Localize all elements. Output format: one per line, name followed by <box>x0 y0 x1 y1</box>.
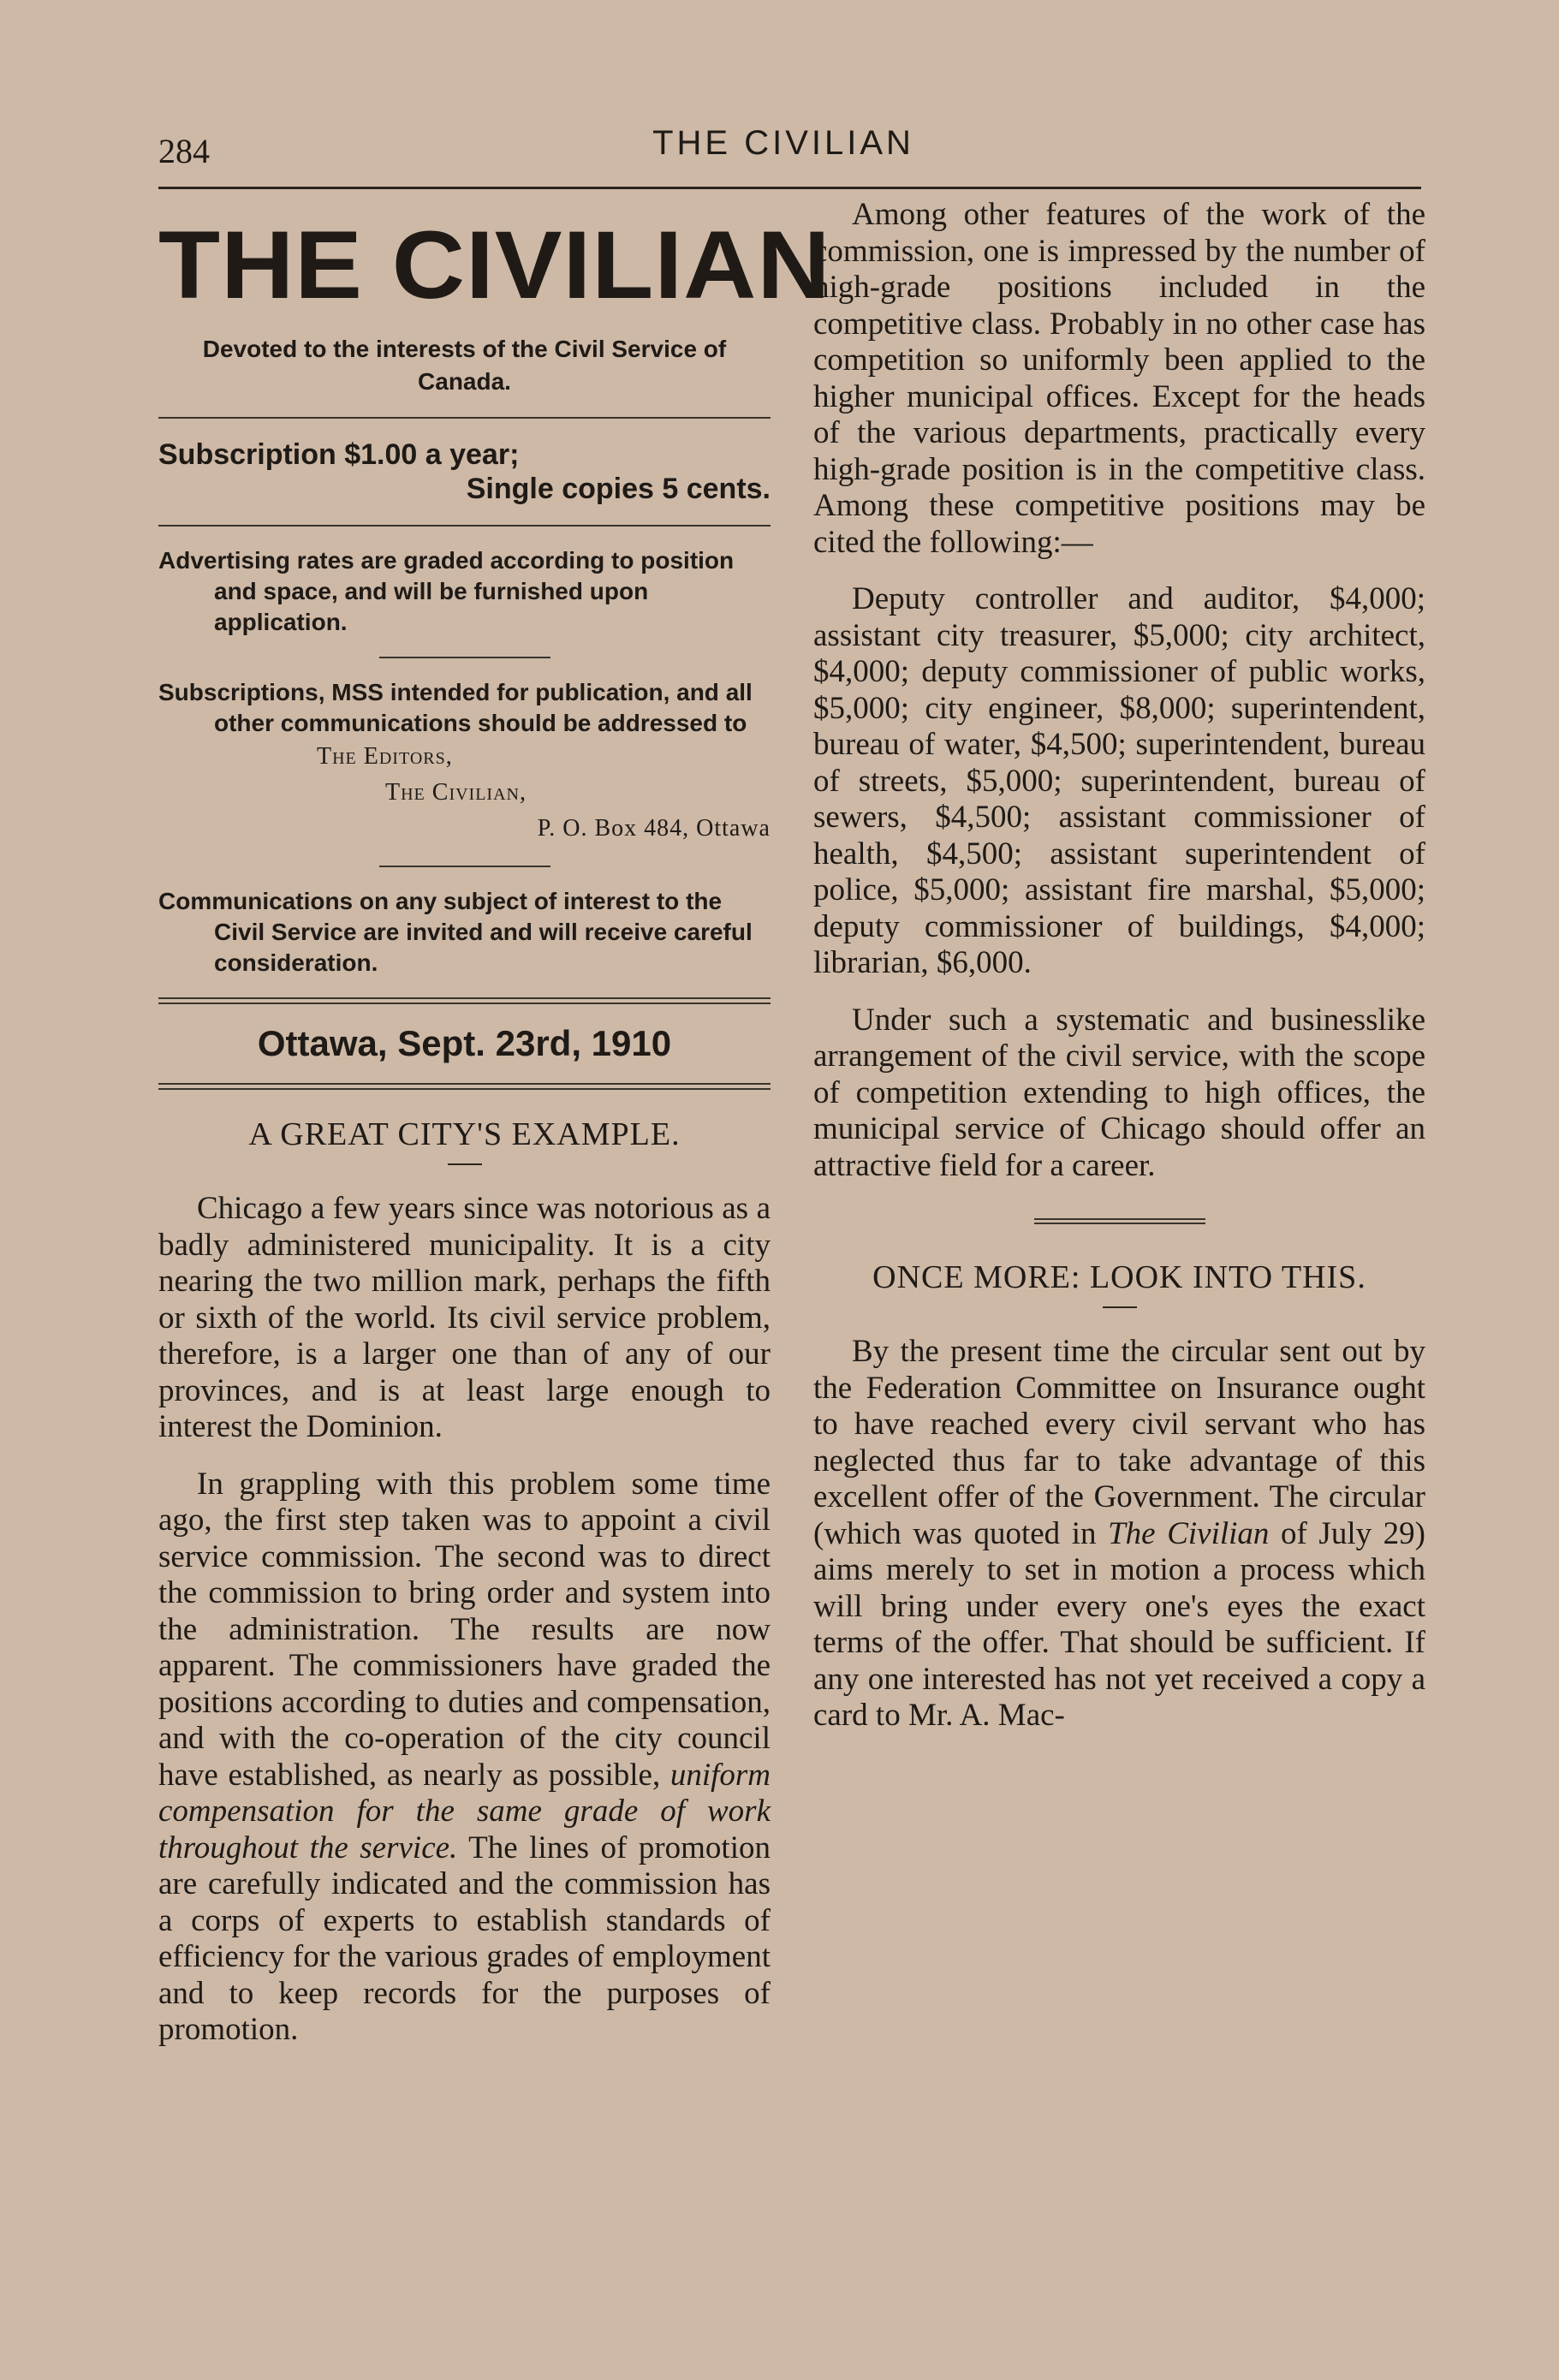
paragraph-text: The lines of promotion are carefully indicated and the commission has a corps of experts to establish standards of efficiency for the various grades of employment and to keep records for the purposes of promotion. <box>158 1830 771 2047</box>
article-headline: A GREAT CITY'S EXAMPLE. <box>248 1116 681 1152</box>
editor-address <box>158 739 771 847</box>
header-rule <box>158 187 1421 189</box>
short-divider <box>379 866 550 867</box>
article-paragraph <box>158 1467 771 2049</box>
double-divider <box>158 1083 771 1090</box>
dateline: Ottawa, Sept. 23rd, 1910 <box>257 1023 672 1063</box>
divider <box>158 417 771 419</box>
article-paragraph <box>813 1334 1425 1734</box>
section-divider <box>1034 1218 1205 1224</box>
subscription-price: Subscription $1.00 a year; <box>158 438 520 471</box>
communications-note: Communications on any subject of interest to the Civil Service are invited and will receive careful consideration. <box>158 888 753 976</box>
paragraph-text: of July 29) aims merely to set in motion a process which will bring under every one's eyes the exact terms of the offer. That should be sufficient. If any one interested has not yet received a copy a card to Mr. A. Mac- <box>813 1515 1426 1733</box>
article-paragraph: Under such a systematic and businesslike arrangement of the civil service, with the scope of competition extending to high offices, the municipal service of Chicago should offer an attractive field for a career. <box>813 1002 1425 1183</box>
article-headline: ONCE MORE: LOOK INTO THIS. <box>872 1259 1366 1295</box>
address-line: The Editors, <box>317 743 453 770</box>
address-line: P. O. Box 484, Ottawa <box>537 815 771 842</box>
single-copy-price: Single copies 5 cents. <box>466 473 771 505</box>
masthead-title: THE CIVILIAN <box>158 211 831 319</box>
advertising-note: Advertising rates are graded according to position and space, and will be furnished upon application. <box>158 547 735 635</box>
masthead-tagline: Devoted to the interests of the Civil Service of Canada. <box>202 336 727 395</box>
address-line: The Civilian, <box>385 779 527 806</box>
italic-phrase: uniform compensation for the same grade of work throughout the service. <box>158 1757 771 1865</box>
paragraph-text: By the present time the circular sent out by the Federation Committee on Insurance ought to have reached every civil servant who has neglected thus far to take advantage of this excellent offer of the Government. The circular (which was quoted in <box>813 1334 1425 1551</box>
right-column <box>813 197 1425 1755</box>
headline-dash <box>1103 1306 1137 1308</box>
article-paragraph: Deputy controller and auditor, $4,000; assistant city treasurer, $5,000; city architect, $4,000; deputy commissioner of public works, $5,000; city engineer, $8,000; superintendent, bureau of water, $4,500; superintendent, bureau of streets, $5,000; superintendent, bureau of sewers, $4,500; assistant commissioner of health, $4,500; assistant superintendent of police, $5,000; assistant fire marshal, $5,000; deputy commissioner of buildings, $4,000; librarian, $6,000. <box>813 581 1425 980</box>
subscriptions-note: Subscriptions, MSS intended for publication, and all other communications should be addressed to <box>158 679 753 736</box>
article-paragraph: Among other features of the work of the commission, one is impressed by the number of high-grade positions included in the competitive class. Probably in no other case has competition so uniformly been applied to the higher municipal offices. Except for the heads of the various departments, practically every high-grade position is in the competitive class. Among these competitive positions may be cited the following:— <box>813 197 1425 560</box>
running-title: THE CIVILIAN <box>652 124 914 162</box>
divider <box>158 525 771 527</box>
left-column <box>158 201 831 2069</box>
running-head <box>158 124 1408 176</box>
double-divider <box>158 997 771 1004</box>
italic-phrase: The Civilian <box>1108 1515 1270 1551</box>
article-paragraph: Chicago a few years since was notorious as a badly administered municipality. It is a city nearing the two million mark, perhaps the fifth or sixth of the world. Its civil service problem, therefore, is a larger one than of any of our provinces, and is at least large enough to interest the Dominion. <box>158 1191 771 1444</box>
paragraph-text: In grappling with this problem some time ago, the first step taken was to appoint a civil service commission. The second was to direct the commission to bring order and system into the administration. The results are now apparent. The commissioners have graded the positions according to duties and compensation, and with the co-operation of the city council have established, as nearly as possible, <box>158 1466 771 1793</box>
headline-dash <box>448 1163 482 1165</box>
page-number: 284 <box>158 132 210 170</box>
subscription-info <box>158 437 771 506</box>
short-divider <box>379 657 550 658</box>
